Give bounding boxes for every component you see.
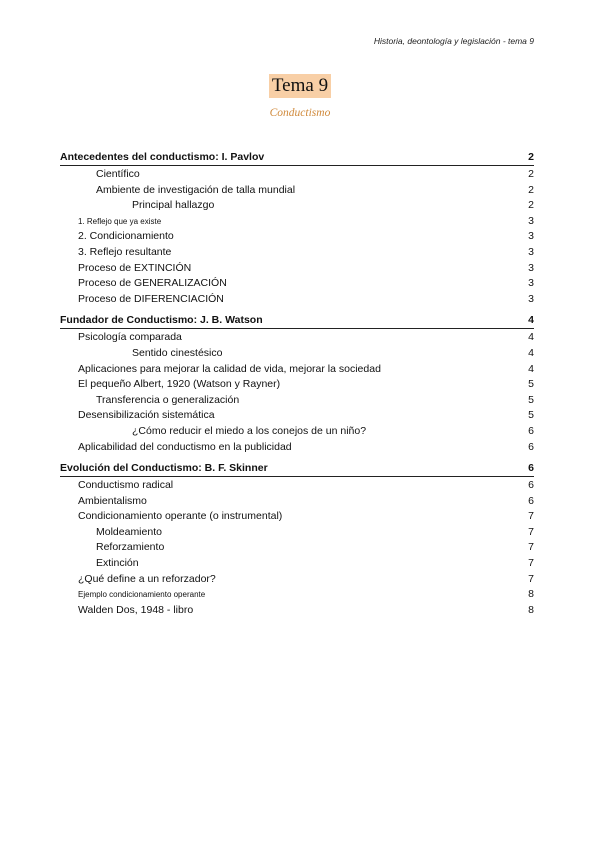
toc-entry-label: Ambiente de investigación de talla mundial bbox=[96, 183, 296, 196]
toc-entry-page: 7 bbox=[528, 510, 534, 523]
toc-entry-label: Extinción bbox=[96, 557, 139, 570]
toc-heading-label: Fundador de Conductismo: J. B. Watson bbox=[60, 314, 263, 327]
toc-entry-label: Proceso de EXTINCIÓN bbox=[78, 261, 192, 274]
toc-entry-page: 2 bbox=[528, 168, 534, 180]
toc-entry-label: Sentido cinestésico bbox=[132, 346, 223, 359]
toc-entry-page: 7 bbox=[528, 525, 534, 538]
toc-entry-label: Conductismo radical bbox=[78, 479, 174, 492]
toc-entry-label: Moldeamiento bbox=[96, 525, 162, 538]
toc-entry-label: Reforzamiento bbox=[96, 541, 165, 554]
toc-entry-label: Walden Dos, 1948 - libro bbox=[78, 603, 194, 616]
toc-entry[interactable] bbox=[60, 478, 534, 494]
toc-entry[interactable] bbox=[60, 440, 534, 456]
toc-entry[interactable] bbox=[60, 276, 534, 292]
toc-entry[interactable] bbox=[60, 346, 534, 362]
toc-entry[interactable] bbox=[60, 587, 534, 603]
toc-entry-label: Científico bbox=[96, 168, 140, 180]
toc-entry-label: 1. Reflejo que ya existe bbox=[78, 216, 162, 226]
toc-entry-label: Transferencia o generalización bbox=[96, 393, 240, 406]
toc-entry-page: 3 bbox=[528, 261, 534, 274]
title-area bbox=[0, 74, 600, 98]
toc-entry-page: 3 bbox=[528, 214, 534, 227]
toc-entry-label: Aplicabilidad del conductismo en la publicidad bbox=[78, 440, 292, 453]
toc-entry-page: 2 bbox=[528, 199, 534, 212]
toc-section-watson bbox=[60, 313, 534, 455]
toc-entry-page: 7 bbox=[528, 557, 534, 570]
toc-heading[interactable] bbox=[60, 313, 534, 329]
toc-entry[interactable] bbox=[60, 198, 534, 214]
toc-entry-label: Aplicaciones para mejorar la calidad de vida, mejorar la sociedad bbox=[78, 362, 381, 375]
toc-entry-page: 6 bbox=[528, 424, 534, 437]
toc-entry[interactable] bbox=[60, 183, 534, 199]
toc-entry-page: 3 bbox=[528, 230, 534, 243]
toc-entry-page: 4 bbox=[528, 362, 534, 375]
toc-entry-page: 3 bbox=[528, 277, 534, 290]
toc-entry-page: 8 bbox=[528, 603, 534, 616]
toc-entry[interactable] bbox=[60, 393, 534, 409]
toc-entry[interactable] bbox=[60, 330, 534, 346]
toc-entry[interactable] bbox=[60, 377, 534, 393]
toc-heading[interactable] bbox=[60, 461, 534, 477]
toc-entry[interactable] bbox=[60, 556, 534, 572]
toc-entry-page: 6 bbox=[528, 440, 534, 453]
toc-entry-label: Proceso de GENERALIZACIÓN bbox=[78, 277, 227, 290]
toc-entry[interactable] bbox=[60, 362, 534, 378]
toc-heading-page: 2 bbox=[528, 151, 534, 163]
toc-heading-label: Evolución del Conductismo: B. F. Skinner bbox=[60, 462, 268, 475]
toc-entry-page: 4 bbox=[528, 331, 534, 344]
toc-entry-label: Principal hallazgo bbox=[132, 199, 215, 212]
toc-heading-page: 6 bbox=[528, 462, 534, 475]
toc-entry-page: 3 bbox=[528, 245, 534, 258]
toc-entry[interactable] bbox=[60, 525, 534, 541]
toc-entry-page: 4 bbox=[528, 346, 534, 359]
toc-entry-page: 5 bbox=[528, 409, 534, 422]
toc-entry-label: Proceso de DIFERENCIACIÓN bbox=[78, 292, 224, 305]
table-of-contents bbox=[60, 150, 534, 624]
toc-section-skinner bbox=[60, 461, 534, 618]
toc-entry[interactable] bbox=[60, 229, 534, 245]
toc-entry-label: Ambientalismo bbox=[78, 494, 147, 507]
toc-entry[interactable] bbox=[60, 214, 534, 230]
toc-entry[interactable] bbox=[60, 603, 534, 619]
subtitle-area bbox=[0, 103, 600, 121]
toc-entry-label: Desensibilización sistemática bbox=[78, 409, 215, 422]
toc-entry-page: 6 bbox=[528, 479, 534, 492]
toc-entry-page: 8 bbox=[528, 588, 534, 601]
toc-entry[interactable] bbox=[60, 494, 534, 510]
toc-section-pavlov bbox=[60, 150, 534, 307]
toc-heading-page: 4 bbox=[528, 314, 534, 327]
toc-entry-label: 3. Reflejo resultante bbox=[78, 245, 172, 258]
running-header: Historia, deontología y legislación - tema 9 bbox=[373, 36, 534, 46]
document-title: Tema 9 bbox=[269, 74, 331, 98]
toc-heading-label: Antecedentes del conductismo: I. Pavlov bbox=[60, 151, 265, 163]
toc-entry-label: El pequeño Albert, 1920 (Watson y Rayner) bbox=[78, 378, 281, 391]
toc-entry[interactable] bbox=[60, 245, 534, 261]
toc-entry[interactable] bbox=[60, 261, 534, 277]
toc-entry-label: ¿Cómo reducir el miedo a los conejos de un niño? bbox=[132, 424, 367, 437]
toc-entry[interactable] bbox=[60, 540, 534, 556]
toc-entry-page: 5 bbox=[528, 378, 534, 391]
toc-entry-page: 5 bbox=[528, 393, 534, 406]
toc-entry[interactable] bbox=[60, 424, 534, 440]
toc-entry-label: Condicionamiento operante (o instrumental) bbox=[78, 510, 283, 523]
toc-entry[interactable] bbox=[60, 292, 534, 308]
toc-entry-label: Psicología comparada bbox=[78, 331, 182, 344]
toc-heading[interactable] bbox=[60, 150, 534, 166]
document-subtitle: Conductismo bbox=[269, 107, 331, 119]
toc-entry[interactable] bbox=[60, 572, 534, 588]
toc-entry[interactable] bbox=[60, 408, 534, 424]
toc-entry-label: 2. Condicionamiento bbox=[78, 230, 174, 243]
toc-entry-label: Ejemplo condicionamiento operante bbox=[78, 590, 206, 600]
toc-entry-page: 7 bbox=[528, 572, 534, 585]
toc-entry[interactable] bbox=[60, 167, 534, 183]
toc-entry[interactable] bbox=[60, 509, 534, 525]
toc-entry-page: 6 bbox=[528, 494, 534, 507]
toc-entry-page: 3 bbox=[528, 292, 534, 305]
toc-entry-label: ¿Qué define a un reforzador? bbox=[78, 572, 216, 585]
toc-entry-page: 7 bbox=[528, 541, 534, 554]
toc-entry-page: 2 bbox=[528, 183, 534, 196]
